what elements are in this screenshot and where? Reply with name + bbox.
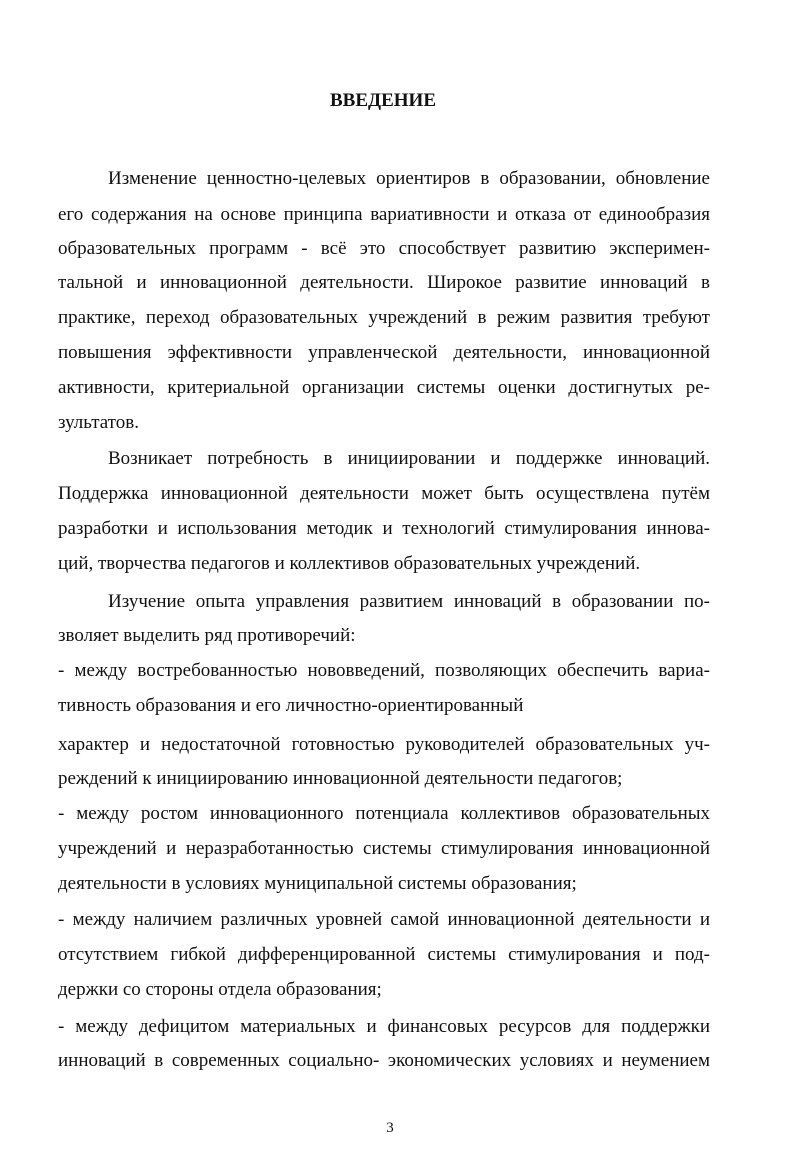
text-line: Возникает потребность в инициировании и поддержке инноваций. — [108, 448, 710, 469]
text-line: тальной и инновационной деятельности. Широкое развитие инноваций в — [58, 272, 710, 293]
text-line: практике, переход образовательных учреждений в режим развития требуют — [58, 307, 710, 328]
text-line: - между наличием различных уровней самой инновационной деятельности и — [58, 909, 710, 930]
text-line: зультатов. — [58, 412, 139, 433]
text-line: деятельности в условиях муниципальной системы образования; — [58, 873, 577, 894]
page-title: ВВЕДЕНИЕ — [330, 90, 436, 111]
text-line: активности, критериальной организации системы оценки достигнутых ре- — [58, 377, 710, 398]
text-line: - между дефицитом материальных и финансовых ресурсов для поддержки — [58, 1016, 710, 1037]
text-line: - между ростом инновационного потенциала коллективов образовательных — [58, 803, 710, 824]
text-line: держки со стороны отдела образования; — [58, 979, 382, 1000]
text-line: - между востребованностью нововведений, позволяющих обеспечить вариа- — [58, 660, 710, 681]
text-line: отсутствием гибкой дифференцированной системы стимулирования и под- — [58, 944, 710, 965]
text-line: разработки и использования методик и технологий стимулирования иннова- — [58, 518, 710, 539]
text-line: характер и недостаточной готовностью руководителей образовательных уч- — [58, 734, 710, 755]
text-line: образовательных программ - всё это способствует развитию эксперимен- — [58, 238, 710, 259]
text-line: зволяет выделить ряд противоречий: — [58, 625, 356, 646]
text-line: повышения эффективности управленческой деятельности, инновационной — [58, 342, 710, 363]
text-line: его содержания на основе принципа вариативности и отказа от единообразия — [58, 204, 710, 225]
text-line: тивность образования и его личностно-ориентированный — [58, 695, 524, 716]
text-line: реждений к инициированию инновационной деятельности педагогов; — [58, 768, 623, 789]
page-number: 3 — [386, 1120, 394, 1136]
text-line: Изучение опыта управления развитием инноваций в образовании по- — [108, 591, 710, 612]
text-line: Изменение ценностно-целевых ориентиров в образовании, обновление — [108, 168, 710, 189]
text-line: инноваций в современных социально- экономических условиях и неумением — [58, 1050, 710, 1071]
text-line: Поддержка инновационной деятельности может быть осуществлена путём — [58, 483, 710, 504]
text-line: учреждений и неразработанностью системы стимулирования инновационной — [58, 838, 710, 859]
text-line: ций, творчества педагогов и коллективов образовательных учреждений. — [58, 553, 641, 574]
